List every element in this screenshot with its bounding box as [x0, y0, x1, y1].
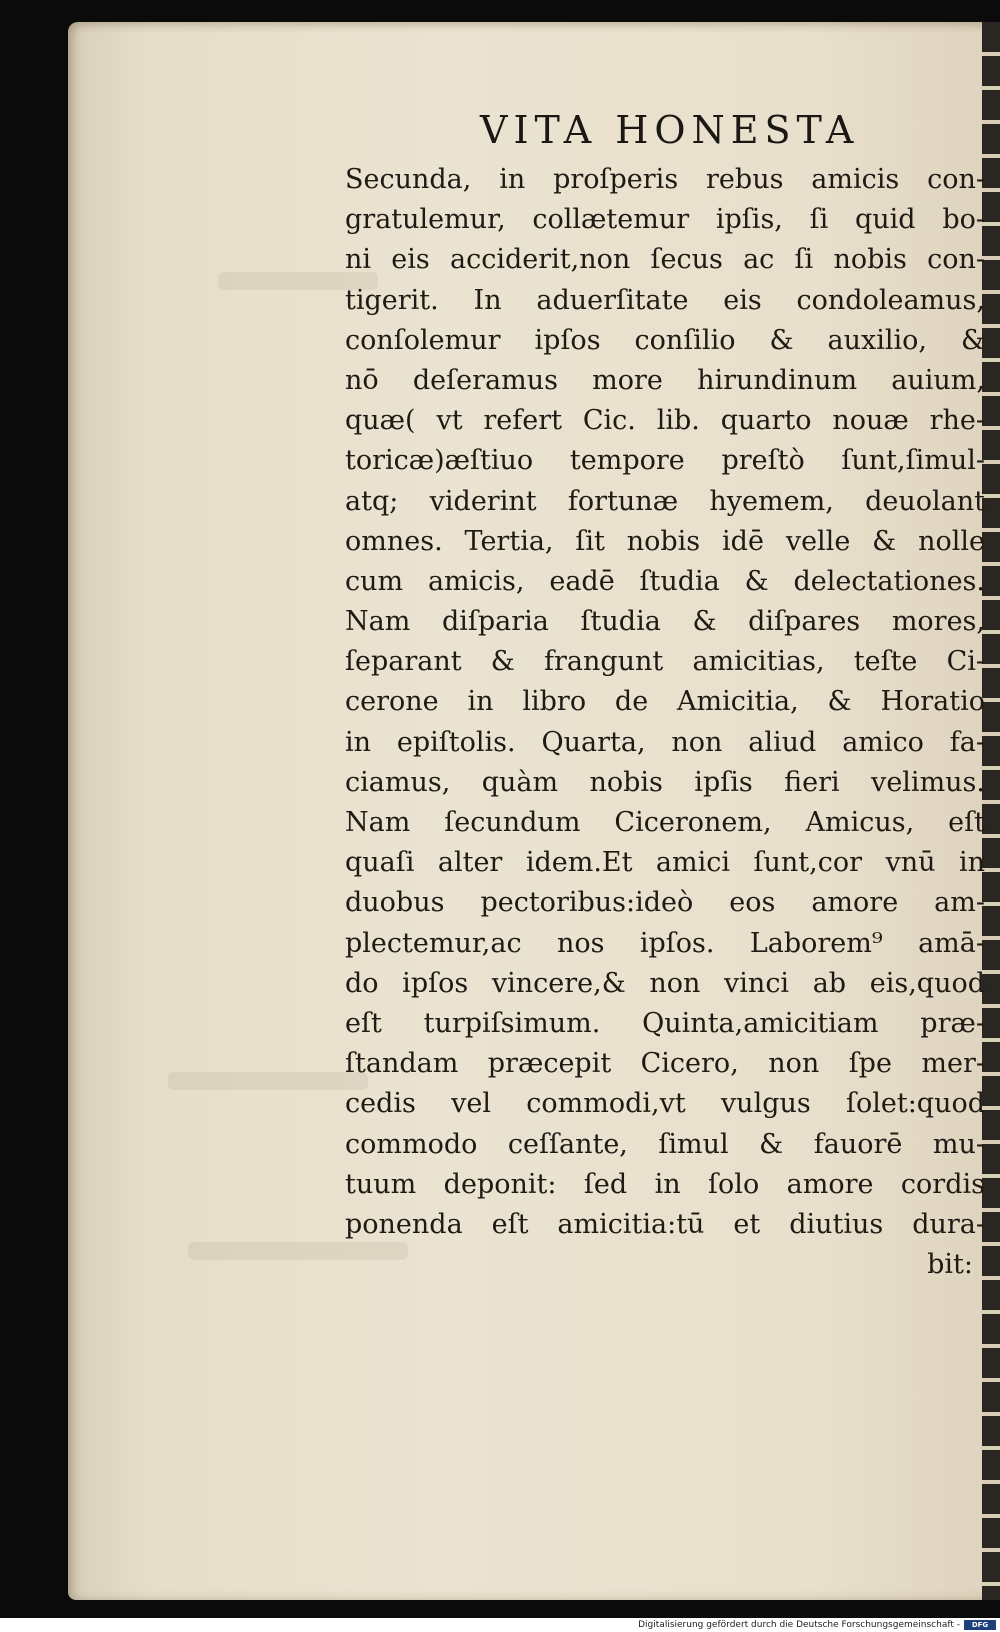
text-line: ſtandam præcepit Cicero, non ſpe mer- [345, 1048, 985, 1080]
text-line: conſolemur ipſos conſilio & auxilio, & [345, 324, 985, 356]
catchword: bit: [927, 1249, 973, 1281]
text-line: ni eis acciderit,non ſecus ac ſi nobis con- [345, 244, 985, 276]
text-line: eſt turpiſsimum. Quinta,amicitiam præ- [345, 1007, 985, 1039]
text-line: nō deſeramus more hirundinum auium, [345, 364, 985, 396]
text-line: tuum deponit: ſed in ſolo amore cordis [345, 1168, 985, 1200]
show-through-mark [168, 1072, 368, 1090]
text-line: omnes. Tertia, ſit nobis idē velle & nolle [345, 525, 985, 557]
text-line: ſeparant & frangunt amicitias, teſte Ci- [345, 646, 985, 678]
digitization-footer [0, 1618, 1000, 1632]
text-line: do ipſos vincere,& non vinci ab eis,quod [345, 967, 985, 999]
text-line: ponenda eſt amicitia:tū et diutius dura- [345, 1208, 985, 1240]
text-line: cerone in libro de Amicitia, & Horatio [345, 686, 985, 718]
text-line: in epiſtolis. Quarta, non aliud amico fa- [345, 726, 985, 758]
text-line: gratulemur, collætemur ipſis, ſi quid bo- [345, 204, 985, 236]
funding-credit: Digitalisierung gefördert durch die Deutsche Forschungsgemeinschaft - [638, 1620, 960, 1630]
text-line: atq; viderint fortunæ hyemem, deuolant [345, 485, 985, 517]
text-line: quæ( vt refert Cic. lib. quarto nouæ rhe- [345, 405, 985, 437]
text-line: toricæ)æſtiuo tempore preſtò ſunt,ſimul- [345, 445, 985, 477]
dfg-logo-icon: DFG [964, 1620, 996, 1630]
text-line: tigerit. In aduerſitate eis condoleamus, [345, 284, 985, 316]
body-text [345, 160, 985, 1285]
text-line: plectemur,ac nos ipſos. Laborem⁹ amā- [345, 927, 985, 959]
text-line: Secunda, in proſperis rebus amicis con- [345, 164, 985, 195]
text-line: quaſi alter idem.Et amici ſunt,cor vnū in [345, 847, 985, 879]
running-head: VITA HONESTA [480, 108, 860, 152]
text-line: Nam ſecundum Ciceronem, Amicus, eſt [345, 807, 985, 838]
text-line: cedis vel commodi,vt vulgus ſolet:quod [345, 1088, 985, 1120]
text-line: duobus pectoribus:ideò eos amore am- [345, 887, 985, 919]
text-line: cum amicis, eadē ſtudia & delectationes. [345, 565, 985, 597]
text-line: Nam diſparia ſtudia & diſpares mores, [345, 606, 985, 638]
text-line: ciamus, quàm nobis ipſis fieri velimus. [345, 766, 985, 798]
text-line: commodo ceſſante, ſimul & fauorē mu- [345, 1128, 985, 1160]
